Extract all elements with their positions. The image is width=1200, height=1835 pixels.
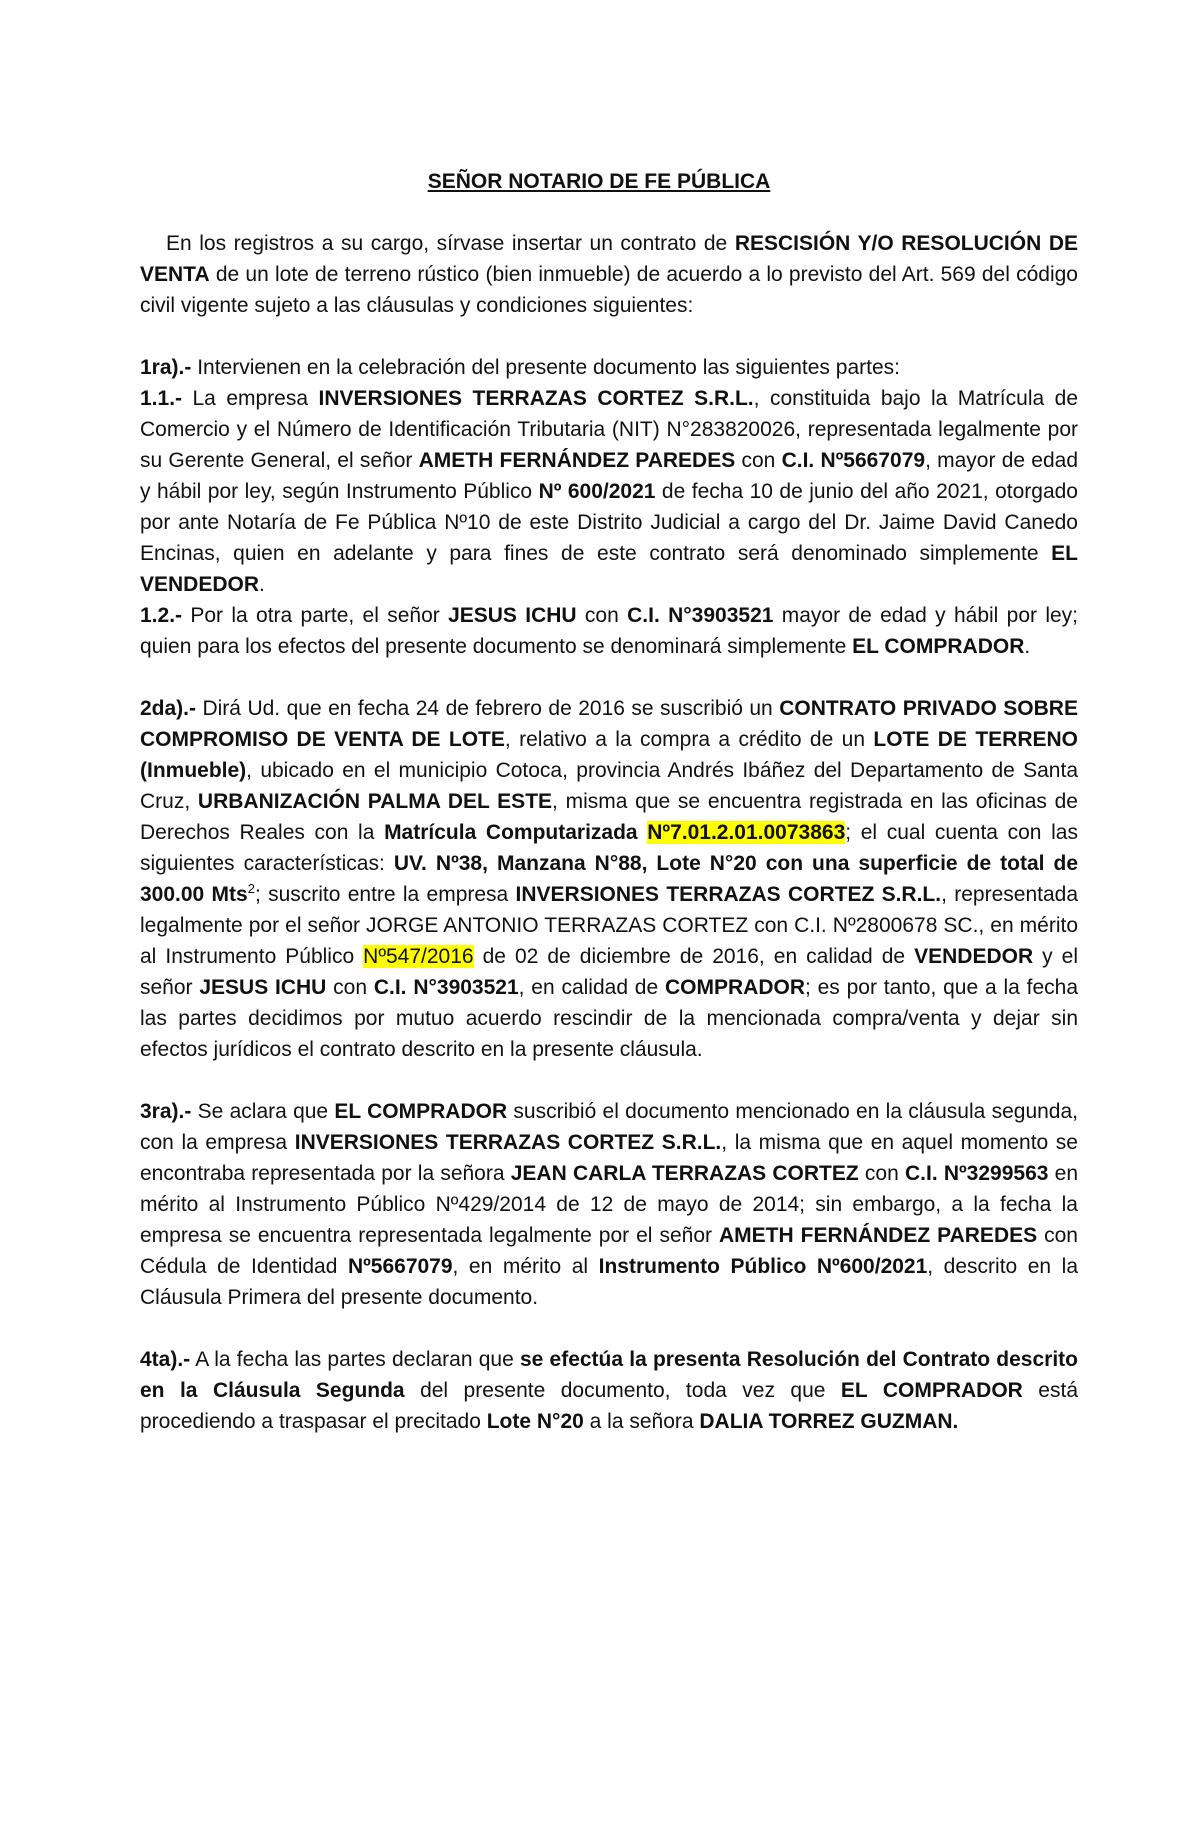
text-run: con	[576, 604, 628, 627]
text-run: suscribió el documento mencionado en la cláusula segunda, con la empresa	[140, 1100, 1079, 1154]
bold-text: AMETH FERNÁNDEZ PAREDES	[418, 449, 736, 472]
bold-text: EL COMPRADOR	[840, 1379, 1023, 1402]
bold-text: se efectúa la presenta Resolución del Contrato descrito en la Cláusula Segunda	[140, 1348, 1078, 1402]
bold-text: Lote N°20	[486, 1410, 584, 1433]
text-run: de 02 de diciembre de 2016, en calidad de	[473, 945, 915, 968]
bold-text: EL VENDEDOR	[140, 542, 1078, 596]
text-run: de un lote de terreno rústico (bien inmueble) de acuerdo a lo previsto del Art. 569 del código civil vigente sujeto a las cláusulas y condiciones siguientes:	[140, 263, 1078, 317]
paragraph-intro	[140, 228, 1078, 321]
bold-text: 1ra).-	[140, 356, 192, 379]
bold-text: URBANIZACIÓN PALMA DEL ESTE	[197, 790, 553, 813]
text-run: .	[259, 573, 265, 596]
paragraph-clause-3	[140, 1096, 1078, 1313]
bold-text: Nº5667079	[347, 1255, 453, 1278]
bold-text: 4ta).-	[140, 1348, 191, 1371]
bold-text: LOTE DE TERRENO (Inmueble)	[140, 728, 1079, 782]
text-run: con	[735, 449, 782, 472]
highlighted-text: Nº7.01.2.01.0073863	[647, 821, 846, 844]
text-run: , misma que se encuentra registrada en las oficinas de Derechos Reales con la	[140, 790, 1078, 844]
text-run: , en mérito al	[452, 1255, 599, 1278]
bold-text: C.I. N°3903521	[373, 976, 519, 999]
text-run: ; suscrito entre la empresa	[254, 883, 516, 906]
text-run: .	[1024, 635, 1031, 658]
text-run: A la fecha las partes declaran que	[190, 1348, 520, 1371]
paragraph-clause-1-1	[140, 383, 1078, 600]
bold-text: JESUS ICHU	[199, 976, 327, 999]
text-run: , la misma que en aquel momento se encontraba representada por la señora	[140, 1131, 1078, 1185]
bold-text: INVERSIONES TERRAZAS CORTEZ S.R.L.	[515, 883, 942, 906]
paragraph-clause-1	[140, 352, 1078, 383]
paragraph-clause-1-2	[140, 600, 1078, 662]
bold-text: Nº 600/2021	[538, 480, 656, 503]
text-run: , mayor de edad y hábil por ley, según Instrumento Público	[140, 449, 1079, 503]
bold-text: EL COMPRADOR	[852, 635, 1025, 658]
bold-text: Matrícula Computarizada	[384, 821, 648, 844]
bold-text: C.I. Nº3299563	[904, 1162, 1049, 1185]
text-run: y el señor	[140, 945, 1079, 999]
bold-text: 1.1.-	[140, 387, 183, 410]
bold-text: 3ra).-	[140, 1100, 192, 1123]
bold-text: INVERSIONES TERRAZAS CORTEZ S.R.L.	[294, 1131, 722, 1154]
bold-text: C.I. Nº5667079	[781, 449, 926, 472]
text-run: con Cédula de Identidad	[140, 1224, 1078, 1278]
text-run: Se aclara que	[191, 1100, 335, 1123]
bold-text: VENDEDOR	[914, 945, 1034, 968]
text-run: en mérito al Instrumento Público Nº429/2014 de 12 de mayo de 2014; sin embargo, a la fecha la empresa se encuentra representada legalmente por el señor	[140, 1162, 1079, 1247]
text-run: , relativo a la compra a crédito de un	[504, 728, 874, 751]
bold-text: RESCISIÓN Y/O RESOLUCIÓN DE VENTA	[140, 232, 1079, 286]
text-run: con	[326, 976, 374, 999]
text-run: 2	[247, 881, 255, 896]
text-run: del presente documento, toda vez que	[404, 1379, 841, 1402]
text-run: Dirá Ud. que en fecha 24 de febrero de 2016 se suscribió un	[196, 697, 780, 720]
text-run: , ubicado en el municipio Cotoca, provincia Andrés Ibáñez del Departamento de Santa Cruz,	[140, 759, 1078, 813]
bold-text: 1.2.-	[140, 604, 183, 627]
bold-text: CONTRATO PRIVADO SOBRE COMPROMISO DE VENTA DE LOTE	[140, 697, 1078, 751]
bold-text: COMPRADOR	[664, 976, 805, 999]
bold-text: C.I. N°3903521	[627, 604, 774, 627]
document-page	[140, 166, 1078, 1437]
bold-text: Instrumento Público Nº600/2021	[598, 1255, 928, 1278]
bold-text: INVERSIONES TERRAZAS CORTEZ S.R.L.	[318, 387, 754, 410]
text-run: con	[858, 1162, 905, 1185]
bold-text: JESUS ICHU	[448, 604, 577, 627]
bold-text: AMETH FERNÁNDEZ PAREDES	[719, 1224, 1038, 1247]
bold-text: 2da).-	[140, 697, 197, 720]
text-run: de fecha 10 de junio del año 2021, otorgado por ante Notaría de Fe Pública Nº10 de este Distrito Judicial a cargo del Dr. Jaime David Canedo Encinas, quien en adelante y para fines de este contrato será denominado simplemente	[140, 480, 1078, 565]
text-run: mayor de edad y hábil por ley; quien para los efectos del presente documento se denominará simplemente	[140, 604, 1079, 658]
text-run: , descrito en la Cláusula Primera del presente documento.	[140, 1255, 1078, 1309]
text-run: Por la otra parte, el señor	[182, 604, 449, 627]
text-run: ; el cual cuenta con las siguientes características:	[140, 821, 1078, 875]
text-run: Intervienen en la celebración del presente documento las siguientes partes:	[191, 356, 900, 379]
text-run: está procediendo a traspasar el precitado	[140, 1379, 1078, 1433]
text-run: ; es por tanto, que a la fecha las partes decidimos por mutuo acuerdo rescindir de la mencionada compra/venta y dejar sin efectos jurídicos el contrato descrito en la presente cláusula.	[140, 976, 1078, 1061]
highlighted-text: Nº547/2016	[363, 945, 474, 968]
document-body	[140, 228, 1078, 1437]
bold-text: EL COMPRADOR	[334, 1100, 508, 1123]
paragraph-clause-4	[140, 1344, 1078, 1437]
document-title: SEÑOR NOTARIO DE FE PÚBLICA	[427, 170, 771, 193]
paragraph-clause-2	[140, 693, 1078, 1065]
bold-text: DALIA TORREZ GUZMAN.	[699, 1410, 959, 1433]
text-run: , representada legalmente por el señor JORGE ANTONIO TERRAZAS CORTEZ con C.I. Nº2800678 SC., en mérito al Instrumento Público	[140, 883, 1078, 968]
text-run: La empresa	[182, 387, 319, 410]
text-run: En los registros a su cargo, sírvase insertar un contrato de	[166, 232, 735, 255]
bold-text: UV. Nº38, Manzana N°88, Lote N°20 con una superficie de total de 300.00 Mts	[140, 852, 1079, 906]
bold-text: JEAN CARLA TERRAZAS CORTEZ	[510, 1162, 859, 1185]
text-run: a la señora	[583, 1410, 700, 1433]
text-run: , en calidad de	[518, 976, 665, 999]
text-run: , constituida bajo la Matrícula de Comercio y el Número de Identificación Tributaria (NIT) N°283820026, representada legalmente por su Gerente General, el señor	[140, 387, 1078, 472]
